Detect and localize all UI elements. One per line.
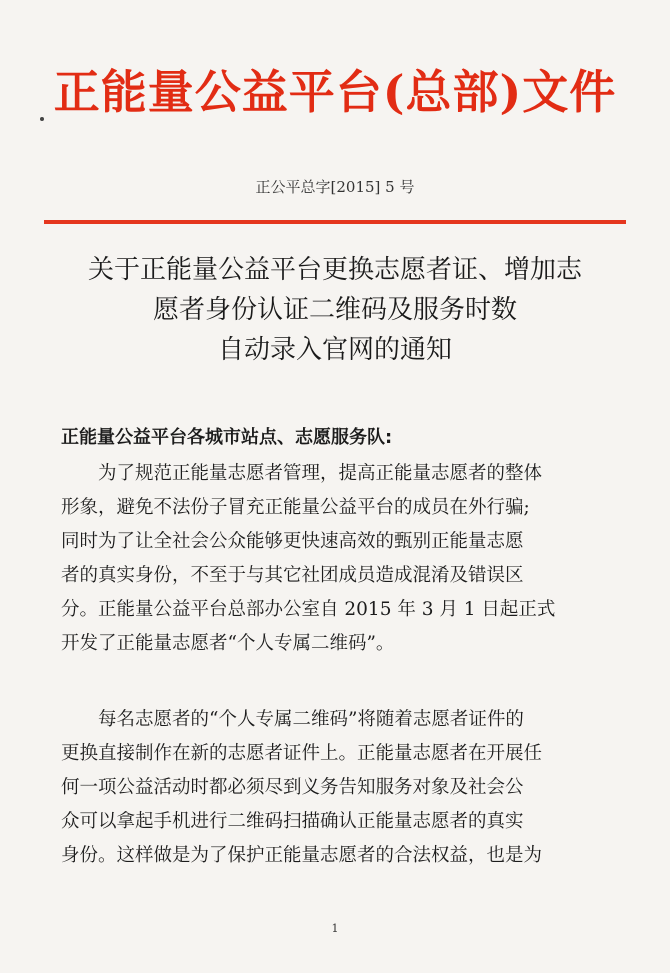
paragraph-line: 每名志愿者的“个人专属二维码”将随着志愿者证件的 (98, 709, 524, 730)
paragraph-1 (61, 457, 621, 661)
paragraph-line: 开发了正能量志愿者“个人专属二维码”。 (61, 633, 395, 654)
paragraph-line: 身份。这样做是为了保护正能量志愿者的合法权益，也是为 (61, 845, 543, 866)
salutation: 正能量公益平台各城市站点、志愿服务队: (61, 427, 393, 448)
paragraph-line: 众可以拿起手机进行二维码扫描确认正能量志愿者的真实 (61, 811, 524, 832)
page-number: 1 (331, 922, 339, 935)
paragraph-line: 同时为了让全社会公众能够更快速高效的甄别正能量志愿 (61, 531, 524, 552)
notice-title-line: 自动录入官网的通知 (217, 335, 452, 365)
document-number: 正公平总字[2015] 5 号 (255, 178, 415, 196)
paragraph-line: 者的真实身份，不至于与其它社团成员造成混淆及错误区 (61, 565, 524, 586)
paragraph-2 (61, 703, 621, 873)
paragraph-line: 何一项公益活动时都必须尽到义务告知服务对象及社会公 (61, 777, 524, 798)
red-divider-line (44, 220, 626, 224)
paragraph-line: 形象，避免不法份子冒充正能量公益平台的成员在外行骗; (61, 497, 530, 518)
notice-title-line: 关于正能量公益平台更换志愿者证、增加志 (87, 255, 582, 285)
notice-title-line: 愿者身份认证二维码及服务时数 (152, 295, 517, 325)
paragraph-line: 为了规范正能量志愿者管理，提高正能量志愿者的整体 (98, 463, 543, 484)
paragraph-line: 分。正能量公益平台总部办公室自 2015 年 3 月 1 日起正式 (61, 599, 556, 620)
paragraph-line: 更换直接制作在新的志愿者证件上。正能量志愿者在开展任 (61, 743, 543, 764)
document-header-title: 正能量公益平台(总部)文件 (53, 65, 617, 119)
notice-title (20, 250, 650, 370)
